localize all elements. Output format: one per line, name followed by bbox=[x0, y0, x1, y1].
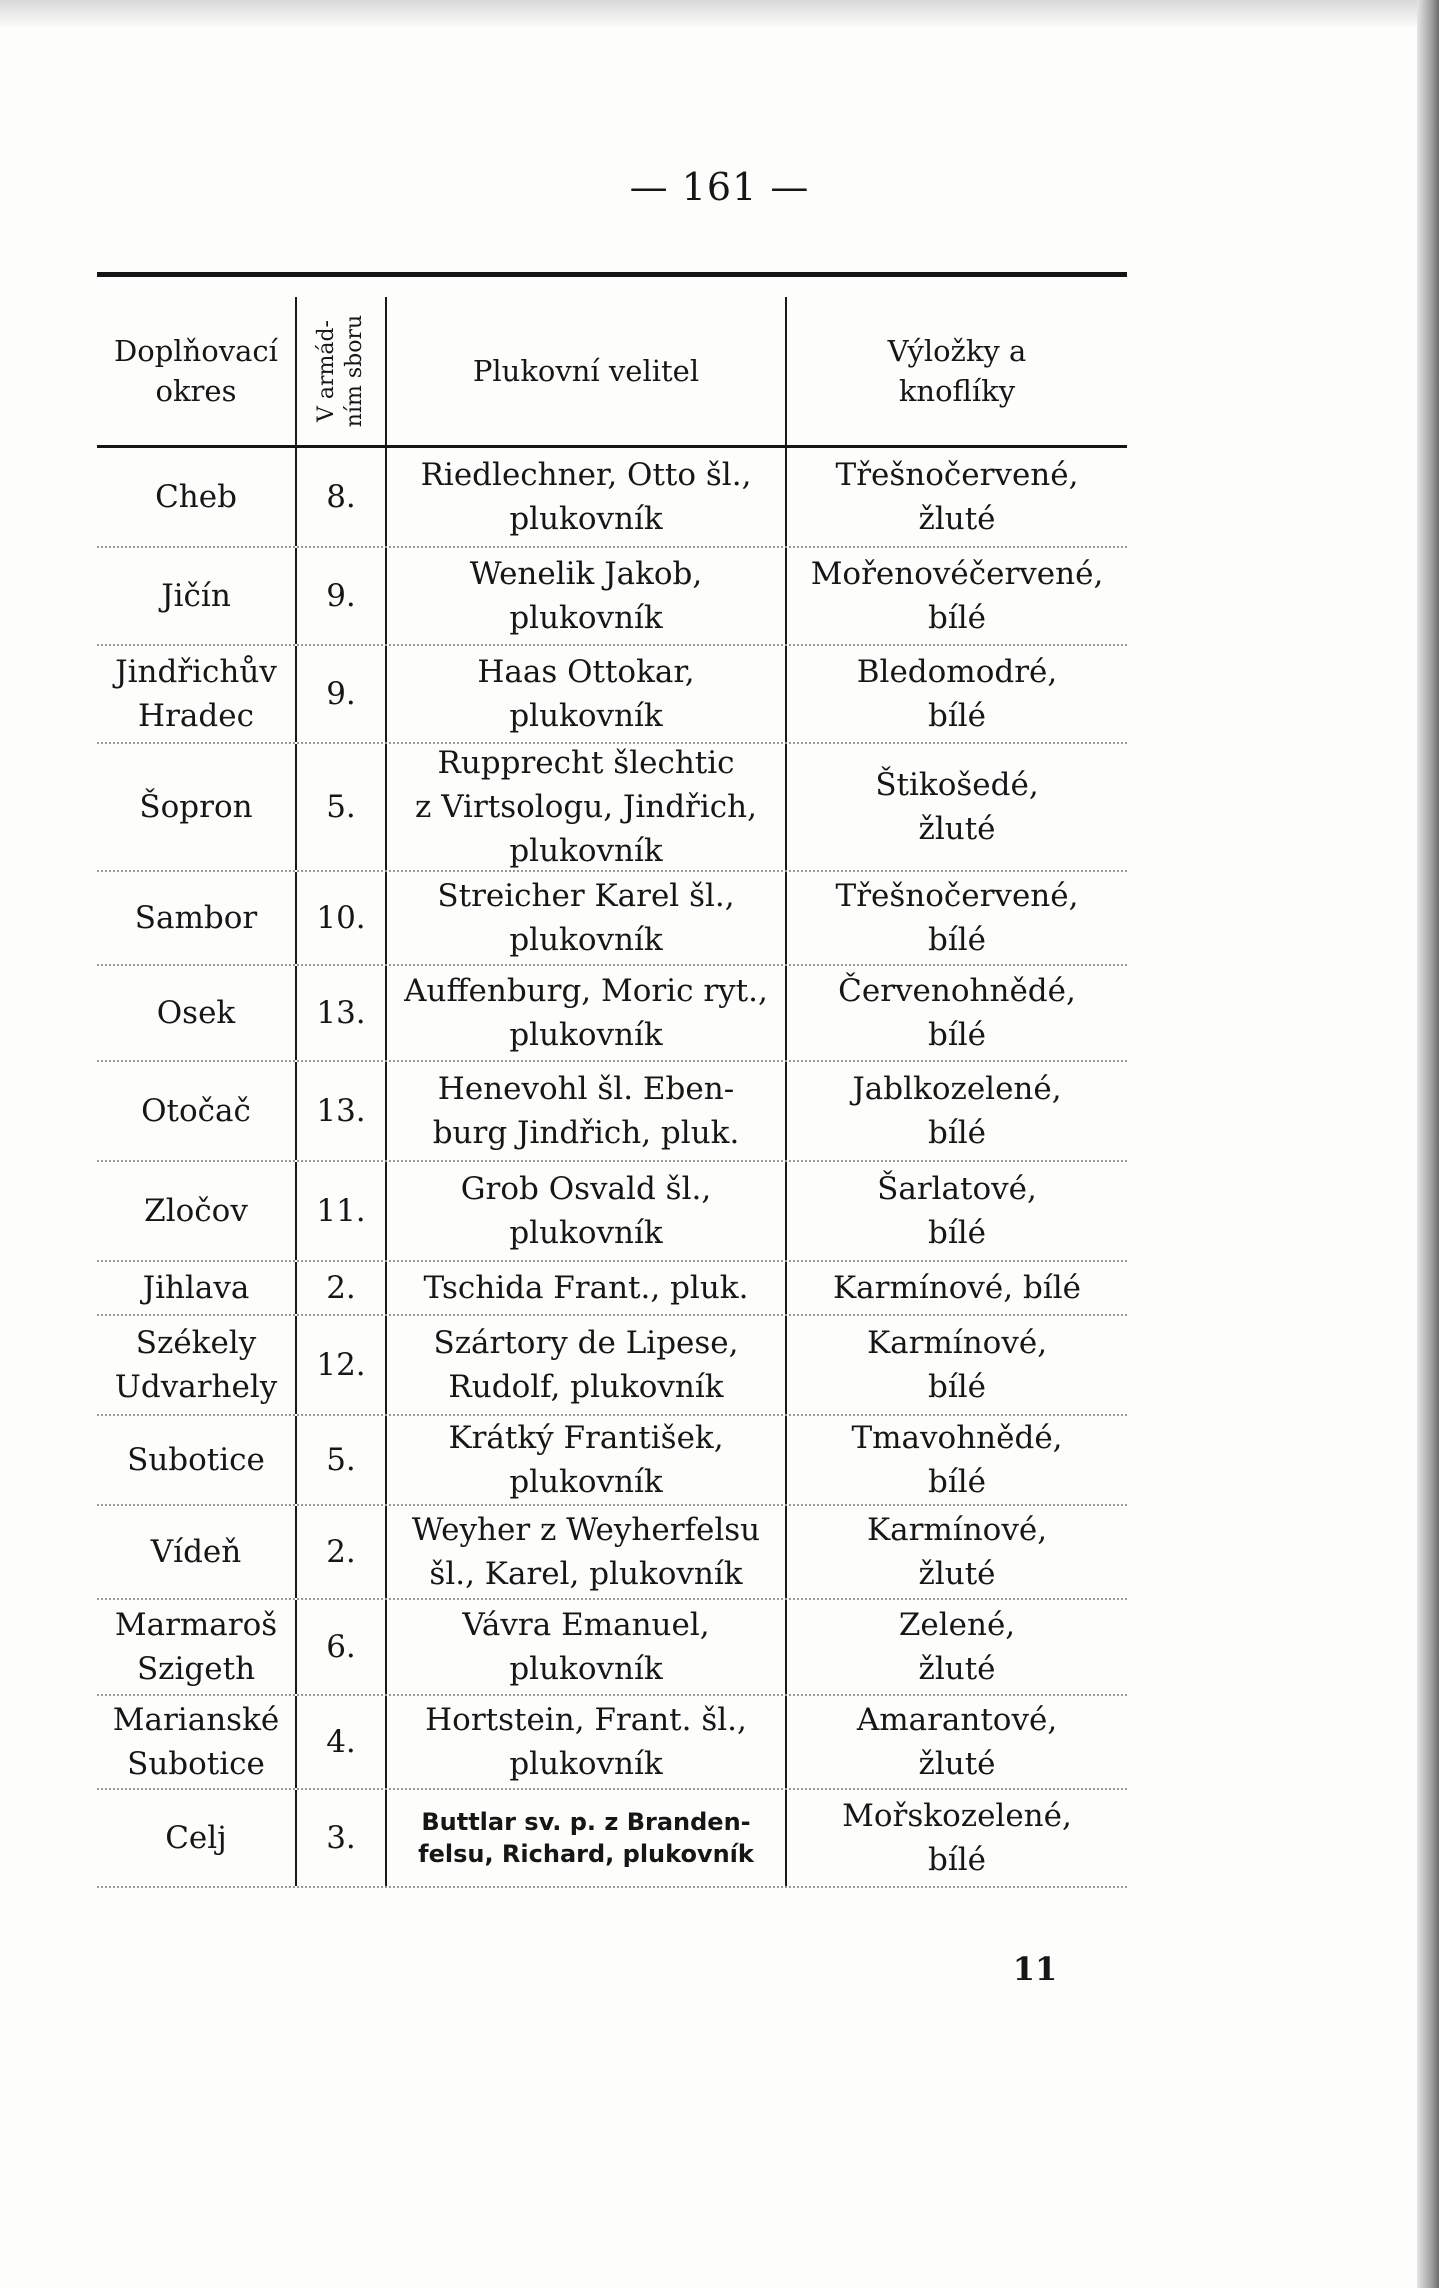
commander-cell bbox=[387, 1506, 787, 1598]
table-row bbox=[97, 448, 1127, 548]
facings-cell-line: Šarlatové, bbox=[877, 1171, 1037, 1207]
district-cell-line: Šopron bbox=[139, 789, 253, 825]
corps-cell bbox=[297, 448, 387, 546]
facings-cell bbox=[787, 1506, 1127, 1598]
commander-cell-line: Rudolf, plukovník bbox=[448, 1369, 724, 1405]
district-cell-line: Celj bbox=[165, 1820, 227, 1856]
district-cell-line: Hradec bbox=[138, 698, 254, 734]
corps-cell-value: 13. bbox=[316, 995, 366, 1031]
commander-cell-line: plukovník bbox=[509, 1651, 663, 1687]
facings-cell-line: Třešnočervené, bbox=[835, 457, 1079, 493]
table-row bbox=[97, 872, 1127, 966]
header-district bbox=[97, 297, 297, 445]
facings-cell-line: Jablkozelené, bbox=[852, 1071, 1062, 1107]
table-row bbox=[97, 744, 1127, 872]
commander-cell-line: z Virtsologu, Jindřich, bbox=[415, 789, 757, 825]
commander-cell-line: Streicher Karel šl., bbox=[437, 878, 735, 914]
commander-cell-line: Rupprecht šlechtic bbox=[437, 745, 735, 781]
commander-cell-line: plukovník bbox=[509, 600, 663, 636]
corps-cell bbox=[297, 1506, 387, 1598]
corps-cell-value: 13. bbox=[316, 1093, 366, 1129]
commander-cell-line: Tschida Frant., pluk. bbox=[423, 1270, 749, 1306]
commander-cell bbox=[387, 1696, 787, 1788]
district-cell-line: Osek bbox=[156, 995, 236, 1031]
facings-cell-line: žluté bbox=[918, 1746, 996, 1782]
facings-cell-line: bílé bbox=[927, 1842, 987, 1878]
commander-cell bbox=[387, 548, 787, 644]
commander-cell-line: burg Jindřich, pluk. bbox=[432, 1115, 740, 1151]
corps-cell bbox=[297, 872, 387, 964]
facings-cell bbox=[787, 1790, 1127, 1886]
district-cell-line: Otočač bbox=[141, 1093, 251, 1129]
facings-cell-line: Štikošedé, bbox=[875, 767, 1039, 803]
district-cell bbox=[97, 1696, 297, 1788]
corps-cell-value: 3. bbox=[326, 1820, 356, 1856]
corps-cell bbox=[297, 1416, 387, 1504]
commander-cell-line: Wenelik Jakob, bbox=[469, 556, 703, 592]
district-cell bbox=[97, 1316, 297, 1414]
facings-cell bbox=[787, 1416, 1127, 1504]
facings-cell-line: Karmínové, bbox=[866, 1325, 1048, 1361]
commander-cell bbox=[387, 1062, 787, 1160]
corps-cell-value: 8. bbox=[326, 479, 356, 515]
table-row bbox=[97, 1416, 1127, 1506]
district-cell-line: Subotice bbox=[127, 1746, 265, 1782]
facings-cell bbox=[787, 872, 1127, 964]
header-district-line: Doplňovací bbox=[114, 334, 278, 368]
commander-cell bbox=[387, 966, 787, 1060]
header-corps-line: V armád- bbox=[314, 320, 339, 423]
district-cell-line: Jihlava bbox=[142, 1270, 250, 1306]
commander-cell-line: Weyher z Weyherfelsu bbox=[411, 1512, 761, 1548]
facings-cell bbox=[787, 448, 1127, 546]
table-row bbox=[97, 646, 1127, 744]
table-row bbox=[97, 548, 1127, 646]
facings-cell-line: žluté bbox=[918, 1556, 996, 1592]
table-body bbox=[97, 448, 1127, 1888]
commander-cell-line: plukovník bbox=[509, 922, 663, 958]
district-cell-line: Sambor bbox=[134, 900, 258, 936]
table-row bbox=[97, 966, 1127, 1062]
table-row bbox=[97, 1162, 1127, 1262]
page-header: — 161 — bbox=[629, 165, 810, 209]
commander-cell bbox=[387, 646, 787, 742]
corps-cell bbox=[297, 1062, 387, 1160]
corps-cell-value: 9. bbox=[326, 578, 356, 614]
facings-cell-line: Amarantové, bbox=[856, 1702, 1058, 1738]
commander-cell-line: Buttlar sv. p. z Branden- bbox=[421, 1808, 751, 1836]
corps-cell bbox=[297, 1262, 387, 1314]
facings-cell-line: Bledomodré, bbox=[856, 654, 1058, 690]
facings-cell-line: žluté bbox=[918, 501, 996, 537]
commander-cell bbox=[387, 1790, 787, 1886]
district-cell-line: Jindřichův bbox=[115, 654, 277, 690]
facings-cell-line: žluté bbox=[918, 811, 996, 847]
corps-cell-value: 11. bbox=[316, 1193, 366, 1229]
table-row bbox=[97, 1600, 1127, 1696]
district-cell bbox=[97, 1416, 297, 1504]
commander-cell bbox=[387, 1162, 787, 1260]
facings-cell bbox=[787, 1062, 1127, 1160]
facings-cell-line: Mořskozelené, bbox=[842, 1798, 1072, 1834]
facings-cell-line: Zelené, bbox=[898, 1607, 1016, 1643]
district-cell-line: Szigeth bbox=[136, 1651, 256, 1687]
commander-cell-line: plukovník bbox=[509, 833, 663, 869]
commander-cell-line: šl., Karel, plukovník bbox=[429, 1556, 743, 1592]
commander-cell bbox=[387, 744, 787, 870]
facings-cell-line: bílé bbox=[927, 698, 986, 734]
district-cell bbox=[97, 1790, 297, 1886]
commander-cell-line: plukovník bbox=[509, 1464, 663, 1500]
district-cell bbox=[97, 448, 297, 546]
facings-cell-line: Červenohnědé, bbox=[838, 973, 1076, 1009]
corps-cell bbox=[297, 1162, 387, 1260]
commander-cell-line: plukovník bbox=[509, 698, 663, 734]
facings-cell-line: bílé bbox=[927, 1369, 987, 1405]
scan-right-edge bbox=[1417, 0, 1439, 2288]
facings-cell-line: bílé bbox=[927, 1115, 986, 1151]
commander-cell-line: Henevohl šl. Eben- bbox=[437, 1071, 735, 1107]
table-row bbox=[97, 1790, 1127, 1888]
facings-cell bbox=[787, 1162, 1127, 1260]
district-cell-line: Vídeň bbox=[150, 1534, 242, 1570]
corps-cell bbox=[297, 966, 387, 1060]
facings-cell bbox=[787, 744, 1127, 870]
facings-cell-line: bílé bbox=[927, 922, 987, 958]
table-row bbox=[97, 1506, 1127, 1600]
facings-cell-line: bílé bbox=[927, 600, 986, 636]
table-row bbox=[97, 1062, 1127, 1162]
corps-cell bbox=[297, 744, 387, 870]
facings-cell bbox=[787, 1262, 1127, 1314]
facings-cell bbox=[787, 1316, 1127, 1414]
district-cell-line: Marianské bbox=[112, 1702, 280, 1738]
commander-cell-line: Hortstein, Frant. šl., bbox=[425, 1702, 747, 1738]
commander-cell-line: felsu, Richard, plukovník bbox=[418, 1840, 754, 1868]
corps-cell-value: 9. bbox=[326, 676, 356, 712]
facings-cell bbox=[787, 1600, 1127, 1694]
header-facings bbox=[787, 297, 1127, 445]
district-cell bbox=[97, 646, 297, 742]
table-header-row bbox=[97, 297, 1127, 448]
header-commander: Plukovní velitel bbox=[387, 297, 787, 445]
district-cell bbox=[97, 548, 297, 644]
header-facings-line: knoflíky bbox=[898, 374, 1016, 408]
facings-cell-line: žluté bbox=[918, 1651, 996, 1687]
facings-cell-line: Třešnočervené, bbox=[835, 878, 1079, 914]
commander-cell-line: plukovník bbox=[509, 1215, 663, 1251]
facings-cell-line: Karmínové, bbox=[866, 1512, 1048, 1548]
district-cell-line: Zločov bbox=[144, 1193, 248, 1229]
corps-cell-value: 4. bbox=[326, 1724, 356, 1760]
facings-cell-line: bílé bbox=[927, 1215, 987, 1251]
district-cell-line: Jičín bbox=[161, 578, 231, 614]
corps-cell-value: 5. bbox=[326, 1442, 356, 1478]
commander-cell bbox=[387, 1600, 787, 1694]
commander-cell bbox=[387, 1416, 787, 1504]
commander-cell-line: Szártory de Lipese, bbox=[433, 1325, 739, 1361]
district-cell bbox=[97, 1262, 297, 1314]
corps-cell bbox=[297, 548, 387, 644]
table-row bbox=[97, 1696, 1127, 1790]
district-cell bbox=[97, 1600, 297, 1694]
commander-cell-line: Haas Ottokar, bbox=[477, 654, 695, 690]
district-cell bbox=[97, 966, 297, 1060]
district-cell-line: Marmaroš bbox=[114, 1607, 278, 1643]
facings-cell bbox=[787, 1696, 1127, 1788]
corps-cell-value: 2. bbox=[326, 1270, 356, 1306]
commander-cell-line: plukovník bbox=[509, 501, 663, 537]
commander-cell-line: Grob Osvald šl., bbox=[460, 1171, 712, 1207]
table-row bbox=[97, 1316, 1127, 1416]
facings-cell bbox=[787, 548, 1127, 644]
corps-cell-value: 2. bbox=[326, 1534, 356, 1570]
table-row bbox=[97, 1262, 1127, 1316]
district-cell bbox=[97, 744, 297, 870]
district-cell-line: Székely bbox=[135, 1325, 257, 1361]
scan-top-shadow bbox=[0, 0, 1439, 28]
facings-cell-line: bílé bbox=[927, 1017, 986, 1053]
corps-cell-value: 12. bbox=[316, 1347, 366, 1383]
facings-cell-line: bílé bbox=[927, 1464, 987, 1500]
header-corps bbox=[297, 297, 387, 445]
commander-cell-line: Auffenburg, Moric ryt., bbox=[404, 973, 768, 1009]
corps-cell-value: 10. bbox=[316, 900, 366, 936]
commander-cell-line: plukovník bbox=[509, 1746, 663, 1782]
commander-cell-line: Vávra Emanuel, bbox=[462, 1607, 710, 1643]
corps-cell bbox=[297, 646, 387, 742]
district-cell-line: Subotice bbox=[127, 1442, 265, 1478]
commander-cell-line: Krátký František, bbox=[448, 1420, 724, 1456]
district-cell bbox=[97, 872, 297, 964]
header-corps-line: ním sboru bbox=[342, 314, 367, 428]
table-top-rule bbox=[97, 272, 1127, 277]
header-district-line: okres bbox=[155, 374, 237, 408]
district-cell bbox=[97, 1506, 297, 1598]
corps-cell bbox=[297, 1316, 387, 1414]
commander-cell bbox=[387, 1316, 787, 1414]
district-cell-line: Udvarhely bbox=[114, 1369, 278, 1405]
facings-cell bbox=[787, 966, 1127, 1060]
district-cell-line: Cheb bbox=[155, 479, 237, 515]
facings-cell-line: Mořenovéčervené, bbox=[810, 556, 1104, 592]
commander-cell bbox=[387, 872, 787, 964]
commander-cell bbox=[387, 1262, 787, 1314]
regiment-table bbox=[97, 272, 1127, 1888]
corps-cell bbox=[297, 1790, 387, 1886]
corps-cell-value: 5. bbox=[326, 789, 356, 825]
signature-number: 11 bbox=[1012, 1950, 1058, 1988]
commander-cell bbox=[387, 448, 787, 546]
facings-cell bbox=[787, 646, 1127, 742]
facings-cell-line: Tmavohnědé, bbox=[851, 1420, 1063, 1456]
district-cell bbox=[97, 1162, 297, 1260]
commander-cell-line: Riedlechner, Otto šl., bbox=[420, 457, 752, 493]
corps-cell bbox=[297, 1696, 387, 1788]
district-cell bbox=[97, 1062, 297, 1160]
corps-cell bbox=[297, 1600, 387, 1694]
header-facings-line: Výložky a bbox=[887, 334, 1027, 368]
commander-cell-line: plukovník bbox=[509, 1017, 663, 1053]
corps-cell-value: 6. bbox=[326, 1629, 356, 1665]
facings-cell-line: Karmínové, bílé bbox=[833, 1270, 1081, 1306]
